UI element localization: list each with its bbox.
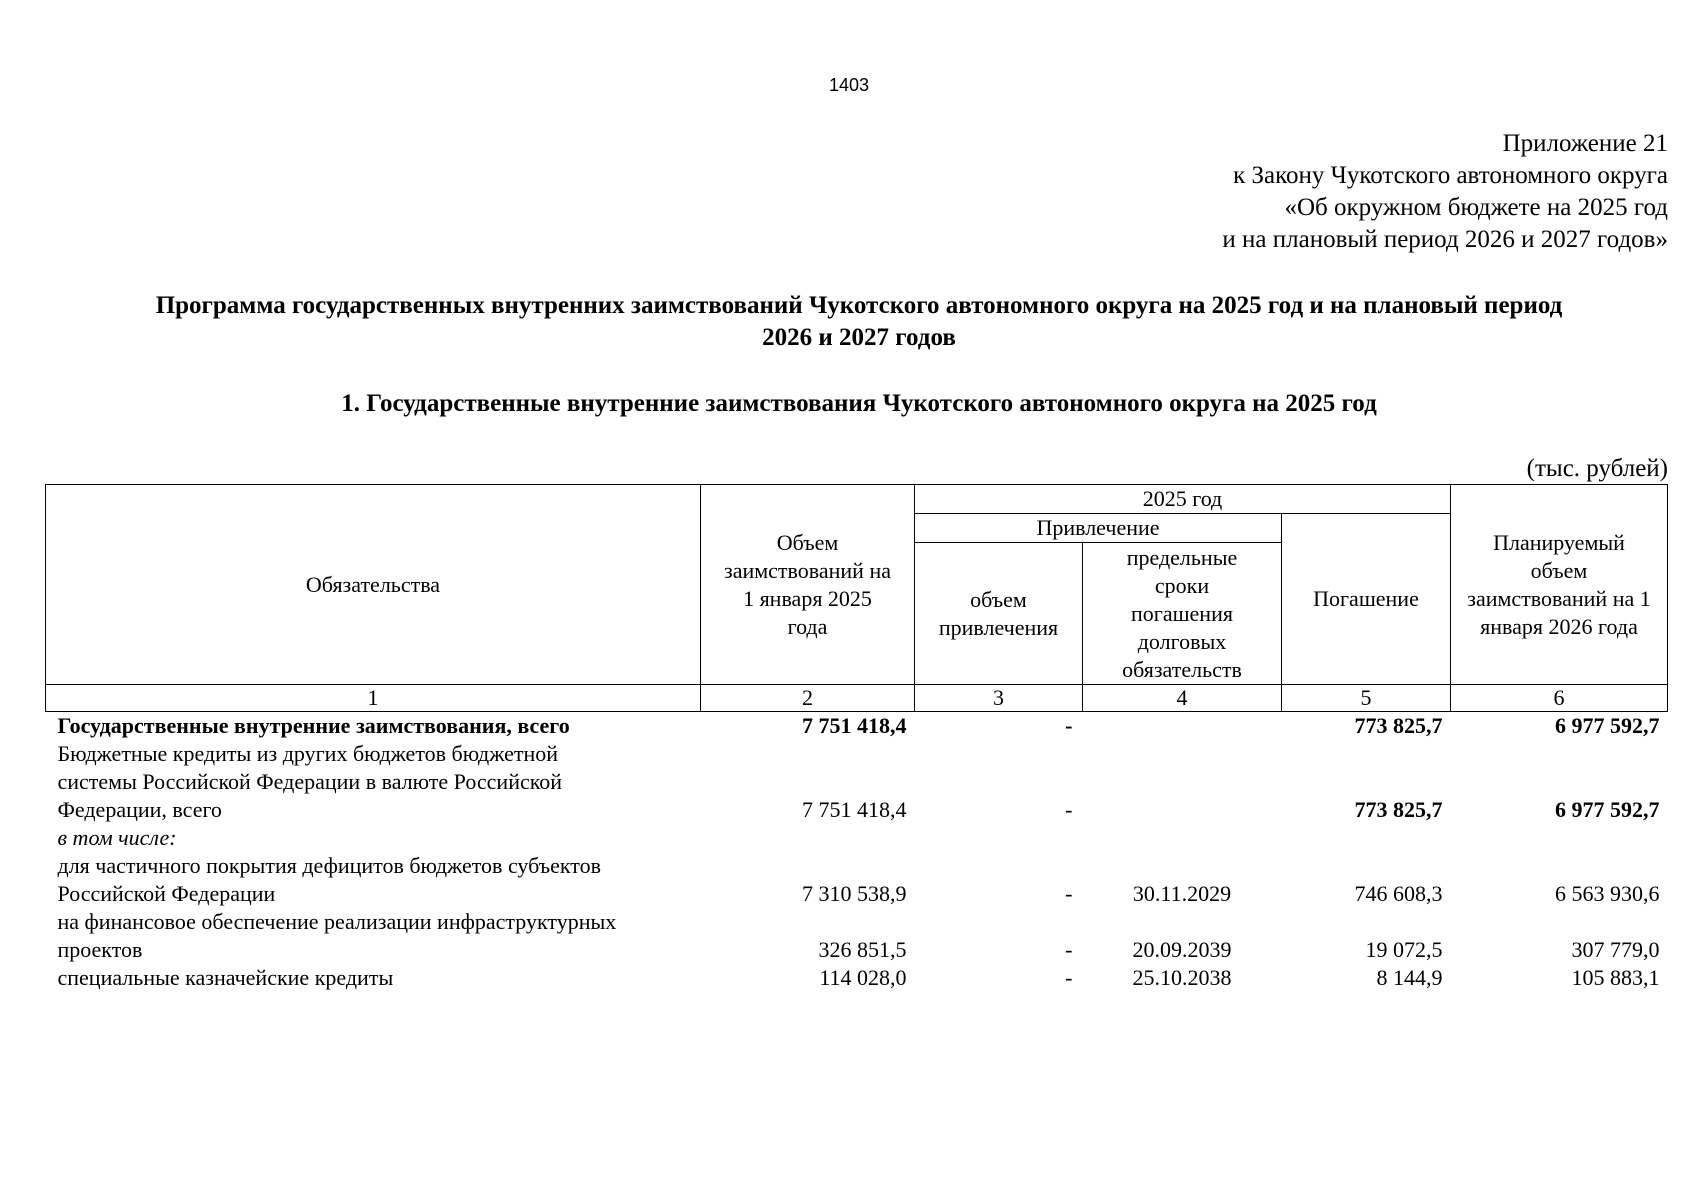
cell-volume-start: 7 751 418,4: [802, 713, 907, 738]
row-name-line: системы Российской Федерации в валюте Российской: [57, 769, 563, 794]
table-row-treasury: [46, 964, 1668, 992]
header-line: долговых: [1137, 628, 1227, 654]
header-line: погашения: [1131, 600, 1233, 626]
table-row-deficit: [46, 852, 1668, 908]
units-label: (тыс. рублей): [1526, 455, 1668, 482]
header-repayment: Погашение: [1282, 514, 1451, 685]
row-name-line: Федерации, всего: [57, 797, 222, 822]
header-line: объем: [970, 586, 1027, 612]
column-number: 6: [1451, 685, 1668, 712]
cell-term: 20.09.2039: [1132, 937, 1232, 962]
cell-planned-volume: 6 977 592,7: [1555, 713, 1660, 738]
document-title-line: Программа государственных внутренних заимствований Чукотского автономного округа на 2025 год и на плановый период: [155, 292, 1563, 319]
header-line: предельные: [1126, 544, 1238, 570]
row-name-line: Российской Федерации: [57, 881, 276, 906]
header-line: обязательств: [1122, 656, 1242, 682]
section-title: 1. Государственные внутренние заимствования Чукотского автономного округа на 2025 год: [341, 390, 1377, 417]
header-line: сроки: [1154, 572, 1210, 598]
borrowings-table: [45, 484, 1668, 992]
header-line: января 2026 года: [1480, 613, 1638, 639]
cell-volume-start: 326 851,5: [818, 937, 907, 962]
cell-repayment: 773 825,7: [1354, 797, 1443, 822]
table-row-total: [46, 712, 1668, 741]
column-number: 5: [1282, 685, 1451, 712]
cell-repayment: 8 144,9: [1376, 965, 1443, 990]
row-name: [46, 852, 701, 908]
cell-attraction-volume: -: [1065, 965, 1073, 990]
cell-volume-start: 114 028,0: [819, 965, 907, 990]
cell-attraction-volume: -: [1065, 797, 1073, 822]
cell-term: 30.11.2029: [1132, 881, 1232, 906]
cell-attraction-volume: -: [1065, 937, 1073, 962]
header-attraction: Привлечение: [915, 514, 1282, 543]
header-year: 2025 год: [915, 485, 1451, 514]
cell-term: [1083, 712, 1282, 741]
header-line: объем: [1530, 557, 1588, 583]
row-name-line: на финансовое обеспечение реализации инфраструктурных: [57, 909, 617, 934]
header-obligations: Обязательства: [46, 485, 701, 685]
row-name-line: Бюджетные кредиты из других бюджетов бюджетной: [57, 741, 559, 766]
appendix-line: к Закону Чукотского автономного округа: [1233, 162, 1668, 189]
column-number: 1: [46, 685, 701, 712]
cell-attraction-volume: -: [1065, 881, 1073, 906]
appendix-line: Приложение 21: [1502, 130, 1668, 157]
column-number: 3: [915, 685, 1083, 712]
row-name: [46, 908, 701, 964]
cell-planned-volume: 6 563 930,6: [1555, 881, 1660, 906]
row-name: специальные казначейские кредиты: [57, 965, 394, 990]
header-line: заимствований на 1: [1467, 585, 1651, 611]
cell-volume-start: 7 310 538,9: [802, 881, 907, 906]
table-row-budget-credits: [46, 740, 1668, 824]
cell-repayment: 746 608,3: [1354, 881, 1443, 906]
appendix-line: «Об окружном бюджете на 2025 год: [1284, 194, 1668, 221]
header-planned-volume: [1451, 485, 1668, 685]
header-line: года: [787, 613, 828, 639]
header-line: 1 января 2025: [743, 585, 872, 611]
header-repayment-terms: [1083, 543, 1282, 685]
header-line: привлечения: [938, 614, 1059, 640]
row-name: Государственные внутренние заимствования, всего: [57, 713, 570, 738]
table-row-infrastructure: [46, 908, 1668, 964]
row-name: [46, 740, 701, 824]
cell-term: 25.10.2038: [1132, 965, 1232, 990]
header-line: заимствований на: [724, 557, 891, 583]
header-attraction-volume: [915, 543, 1083, 685]
document-title-line: 2026 и 2027 годов: [762, 324, 956, 351]
table-row-including: [46, 824, 1668, 852]
cell-planned-volume: 307 779,0: [1571, 937, 1660, 962]
cell-planned-volume: 6 977 592,7: [1555, 797, 1660, 822]
cell-planned-volume: 105 883,1: [1571, 965, 1660, 990]
row-name: в том числе:: [57, 825, 177, 850]
row-name-line: для частичного покрытия дефицитов бюджетов субъектов: [57, 853, 602, 878]
header-line: Объем: [776, 529, 839, 555]
header-line: Планируемый: [1493, 529, 1625, 555]
cell-attraction-volume: -: [1065, 713, 1073, 738]
row-name-line: проектов: [57, 937, 143, 962]
cell-term: [1083, 740, 1282, 824]
cell-repayment: 773 825,7: [1354, 713, 1443, 738]
appendix-note: [1222, 128, 1668, 256]
page-number: 1403: [828, 75, 870, 95]
column-number: 4: [1083, 685, 1282, 712]
cell-volume-start: 7 751 418,4: [802, 797, 907, 822]
header-volume-start: [701, 485, 915, 685]
appendix-line: и на плановый период 2026 и 2027 годов»: [1222, 226, 1668, 253]
document-title: [52, 290, 1666, 354]
column-number: 2: [701, 685, 915, 712]
cell-repayment: 19 072,5: [1365, 937, 1443, 962]
